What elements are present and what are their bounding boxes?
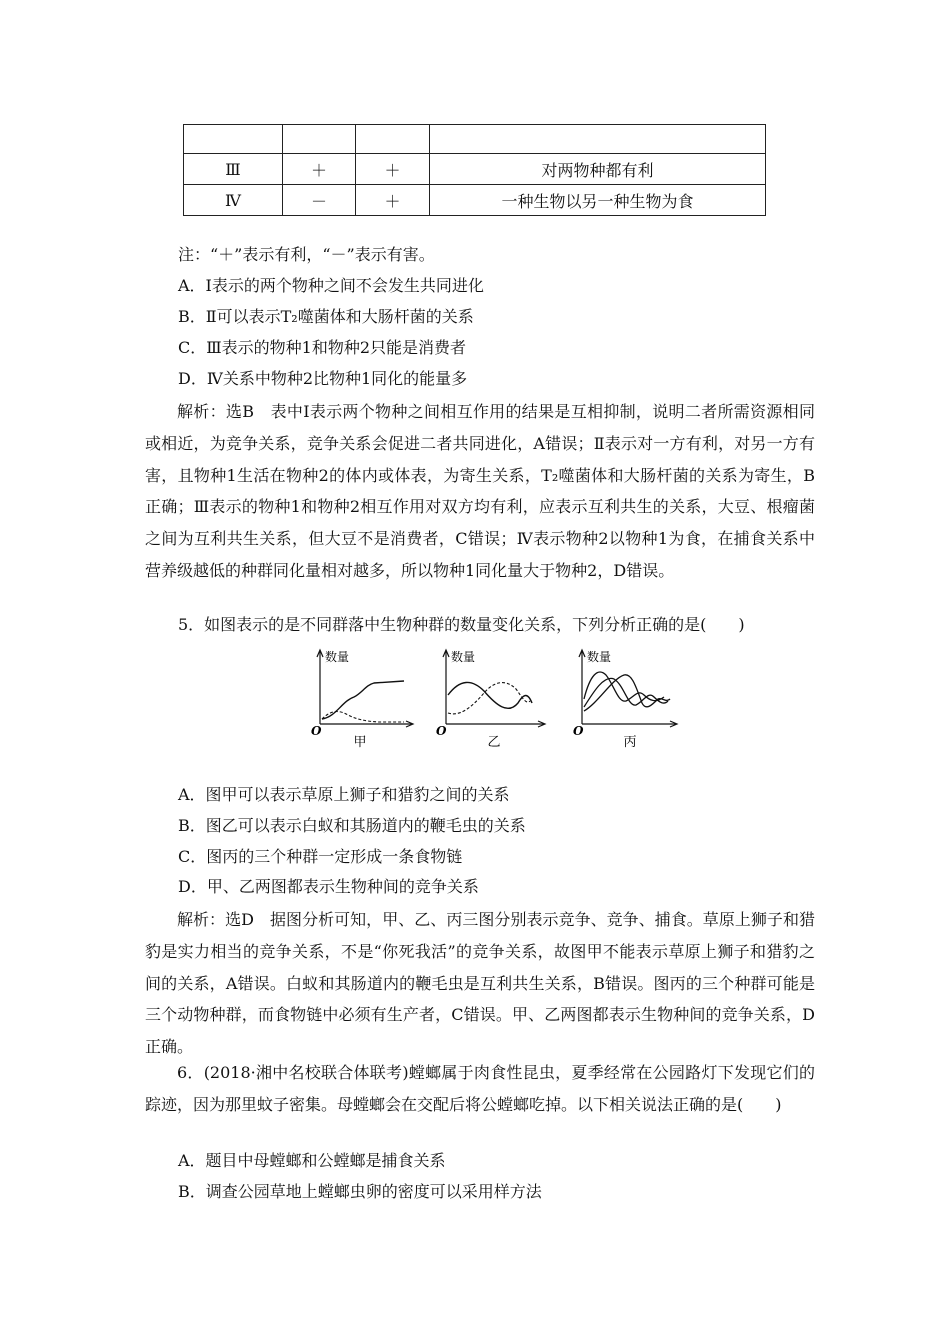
table-cell-note <box>430 125 766 154</box>
table-note: 注：“＋”表示有利，“－”表示有害。 <box>178 245 435 264</box>
chart-caption: 乙 <box>487 735 501 750</box>
table-row <box>184 154 766 185</box>
table-cell-species2: ＋ <box>356 185 430 216</box>
origin-label: O <box>573 724 584 738</box>
chart-caption: 丙 <box>623 735 637 750</box>
table-cell-species1: － <box>283 185 356 216</box>
series-3 <box>584 675 670 711</box>
q5-option-b: B．图乙可以表示白蚁和其肠道内的鞭毛虫的关系 <box>178 816 526 835</box>
q4-option-c: C．Ⅲ表示的物种1和物种2只能是消费者 <box>178 338 467 357</box>
table-cell-type <box>184 125 283 154</box>
q5-option-d: D．甲、乙两图都表示生物种间的竞争关系 <box>178 877 479 896</box>
q4-option-b: B．Ⅱ可以表示T₂噬菌体和大肠杆菌的关系 <box>178 307 474 326</box>
table-cell-note: 一种生物以另一种生物为食 <box>430 185 766 216</box>
q5-stem: 5．如图表示的是不同群落中生物种群的数量变化关系，下列分析正确的是( ) <box>178 615 745 634</box>
q6-option-b: B．调查公园草地上螳螂虫卵的密度可以采用样方法 <box>178 1182 542 1201</box>
q6-stem: 6．(2018·湘中名校联合体联考)螳螂属于肉食性昆虫，夏季经常在公园路灯下发现它们的踪迹，因为那里蚊子密集。母螳螂会在交配后将公螳螂吃掉。以下相关说法正确的是( ) <box>145 1063 815 1114</box>
series-1 <box>584 672 664 701</box>
q5-analysis: 解析：选D 据图分析可知，甲、乙、丙三图分别表示竞争、竞争、捕食。草原上狮子和猎豹是实力相当的竞争关系，不是“你死我活”的竞争关系，故图甲不能表示草原上狮子和猎豹之间的关系，A错误。白蚁和其肠道内的鞭毛虫是互利共生关系，B错误。图丙的三个种群可能是三个动物种群，而食物链中必须有生产者，C错误。甲、乙两图都表示生物种间的竞争关系，D正确。 <box>145 910 815 1057</box>
origin-label: O <box>436 724 447 738</box>
q4-option-a: A．Ⅰ表示的两个物种之间不会发生共同进化 <box>178 276 484 295</box>
series-solid <box>448 682 532 708</box>
origin-label: O <box>311 724 322 738</box>
chart-bing <box>572 645 682 753</box>
table-row <box>184 125 766 154</box>
y-axis-label: 数量 <box>325 650 350 664</box>
series-dashed <box>448 683 530 714</box>
table-cell-type: Ⅳ <box>184 185 283 216</box>
q5-option-a: A．图甲可以表示草原上狮子和猎豹之间的关系 <box>178 785 510 804</box>
q6-option-a: A．题目中母螳螂和公螳螂是捕食关系 <box>178 1151 446 1170</box>
table-cell-species2: ＋ <box>356 154 430 185</box>
q4-option-d: D．Ⅳ关系中物种2比物种1同化的能量多 <box>178 369 468 388</box>
series-2 <box>584 678 668 707</box>
table-row <box>184 185 766 216</box>
table-cell-note: 对两物种都有利 <box>430 154 766 185</box>
table-cell-type: Ⅲ <box>184 154 283 185</box>
table-cell-species1: ＋ <box>283 154 356 185</box>
q4-analysis: 解析：选B 表中Ⅰ表示两个物种之间相互作用的结果是互相抑制，说明二者所需资源相同或相近，为竞争关系，竞争关系会促进二者共同进化，A错误；Ⅱ表示对一方有利，对另一方有害，且物种1生活在物种2的体内或体表，为寄生关系，T₂噬菌体和大肠杆菌的关系为寄生，B正确；Ⅲ表示的物种1和物种2相互作用对双方均有利，应表示互利共生的关系，大豆、根瘤菌之间为互利共生关系，但大豆不是消费者，C错误；Ⅳ表示物种2以物种1为食，在捕食关系中营养级越低的种群同化量相对越多，所以物种1同化量大于物种2，D错误。 <box>145 402 815 580</box>
relationship-table <box>183 124 766 216</box>
series-solid <box>322 681 404 719</box>
chart-jia <box>308 645 418 753</box>
table-cell-species2 <box>356 125 430 154</box>
q5-option-c: C．图丙的三个种群一定形成一条食物链 <box>178 847 463 866</box>
chart-caption: 甲 <box>353 735 367 750</box>
y-axis-label: 数量 <box>451 650 476 664</box>
table-cell-species1 <box>283 125 356 154</box>
y-axis-label: 数量 <box>587 650 612 664</box>
chart-yi <box>432 645 552 753</box>
